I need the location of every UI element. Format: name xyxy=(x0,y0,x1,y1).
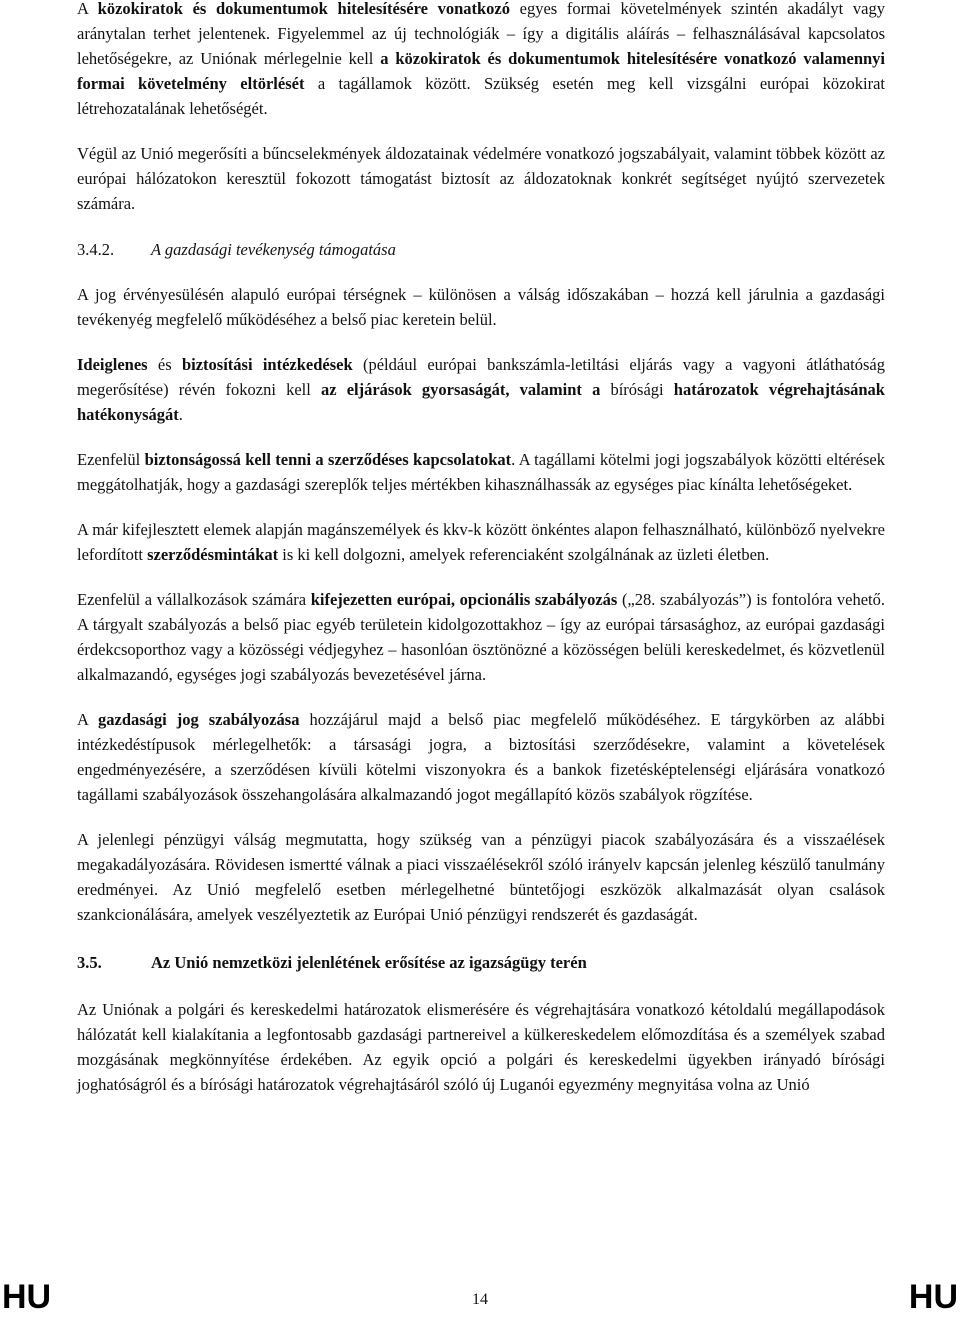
document-page xyxy=(77,0,885,1097)
section-title: A gazdasági tevékenység támogatása xyxy=(151,240,396,259)
paragraph-financial-crisis: A jelenlegi pénzügyi válság megmutatta, hogy szükség van a pénzügyi piacok szabályozására és a visszaélések megakadályozására. Rövidesen ismertté válnak a piaci visszaélésekről szóló irányelv kapcsán jelenleg készülő tanulmány eredményei. Az Unió megfelelő esetben mérlegelhetné büntetőjogi eszközök alkalmazását olyan csalások szankcionálására, amelyek veszélyeztetik az Európai Unió pénzügyi rendszerét és gazdaságát. xyxy=(77,830,885,924)
page-number: 14 xyxy=(472,1291,488,1308)
paragraph-economic-activity: A jog érvényesülésén alapuló európai térségnek – különösen a válság időszakában – hozzá kell járulnia a gazdasági tevékenyég megfelelő működéséhez a belső piac keretein belül. xyxy=(77,285,885,329)
paragraph-contract-templates: A már kifejlesztett elemek alapján magánszemélyek és kkv-k között önkéntes alapon felhasználható, különböző nyelvekre lefordított szerződésmintákat is ki kell dolgozni, amelyek referenciaként szolgálnának az üzleti életben. xyxy=(77,520,885,564)
section-number: 3.5. xyxy=(77,953,102,972)
paragraph-contracts: Ezenfelül biztonságossá kell tenni a szerződéses kapcsolatokat. A tagállami kötelmi jogi jogszabályok közötti eltérések meggátolhatják, hogy a gazdasági szereplők teljes mértékben kihasználhassák az egységes piac kínálta lehetőségeket. xyxy=(77,450,885,494)
paragraph-victims: Végül az Unió megerősíti a bűncselekmények áldozatainak védelmére vonatkozó jogszabályait, valamint többek között az európai hálózatokon keresztül fokozott támogatást biztosít az áldozatoknak konkrét segítséget nyújtó szervezetek számára. xyxy=(77,144,885,213)
paragraph-provisional-measures: Ideiglenes és biztosítási intézkedések (például európai bankszámla-letiltási eljárás vagy a vagyoni átláthatóság megerősítése) révén fokozni kell az eljárások gyorsaságát, valamint a bírósági határozatok végrehajtásának hatékonyságát. xyxy=(77,355,885,424)
section-number: 3.4.2. xyxy=(77,240,115,259)
section-heading-3-4-2 xyxy=(77,237,885,262)
paragraph-international-presence: Az Uniónak a polgári és kereskedelmi határozatok elismerésére és végrehajtására vonatkozó kétoldalú megállapodások hálózatát kell kialakítania a legfontosabb gazdasági partnereivel a külkereskedelem előmozdítása és a személyek szabad mozgásának megkönnyítése érdekében. Az egyik opció a polgári és kereskedelmi ügyekben irányadó bírósági joghatóságról és a bírósági határozatok végrehajtásáról szóló új Luganói egyezmény megnyitása volna az Unió xyxy=(77,1000,885,1094)
footer-language-left: HU xyxy=(2,1278,52,1316)
section-title: Az Unió nemzetközi jelenlétének erősítése az igazságügy terén xyxy=(151,953,587,972)
paragraph-economic-law: A gazdasági jog szabályozása hozzájárul majd a belső piac megfelelő működéséhez. E tárgykörben az alábbi intézkedéstípusok mérlegelhetők: a társasági jogra, a biztosítási szerződésekre, valamint a követelések engedményezésére, a szerződésen kívüli kötelmi viszonyokra és a bankok fizetésképtelenségi eljárására vonatkozó tagállami szabályozások összehangolására alkalmazandó jogot megállapító közös szabályok rögzítése. xyxy=(77,710,885,804)
footer-language-right: HU xyxy=(908,1278,958,1316)
bold-phrase: a közokiratok és dokumentumok hitelesítésére vonatkozó valamennyi formai követelmény eltörlését xyxy=(77,49,886,93)
paragraph-authentication: A közokiratok és dokumentumok hitelesítésére vonatkozó egyes formai követelmények szintén akadályt vagy aránytalan terhet jelentenek. Figyelemmel az új technológiák – így a digitális aláírás – felhasználásával kapcsolatos lehetőségekre, az Uniónak mérlegelnie kell a közokiratok és dokumentumok hitelesítésére vonatkozó valamennyi formai követelmény eltörlését a tagállamok között. Szükség esetén meg kell vizsgálni európai közokirat létrehozatalának lehetőségét. xyxy=(77,0,886,118)
section-heading-3-5 xyxy=(77,950,885,975)
bold-phrase: közokiratok és dokumentumok hitelesítésére vonatkozó xyxy=(97,0,510,18)
paragraph-optional-regulation: Ezenfelül a vállalkozások számára kifejezetten európai, opcionális szabályozás („28. szabályozás”) is fontolóra vehető. A tárgyalt szabályozás a belső piac egyéb területein kidolgozottakhoz – így az európai társasághoz, az európai gazdasági érdekcsoporthoz vagy a közösségi védjegyhez – hasonlóan ösztönözné a közösségen belüli kereskedelmet, és közvetlenül alkalmazandó, egységes jogi szabályozás bevezetésével járna. xyxy=(77,590,885,684)
